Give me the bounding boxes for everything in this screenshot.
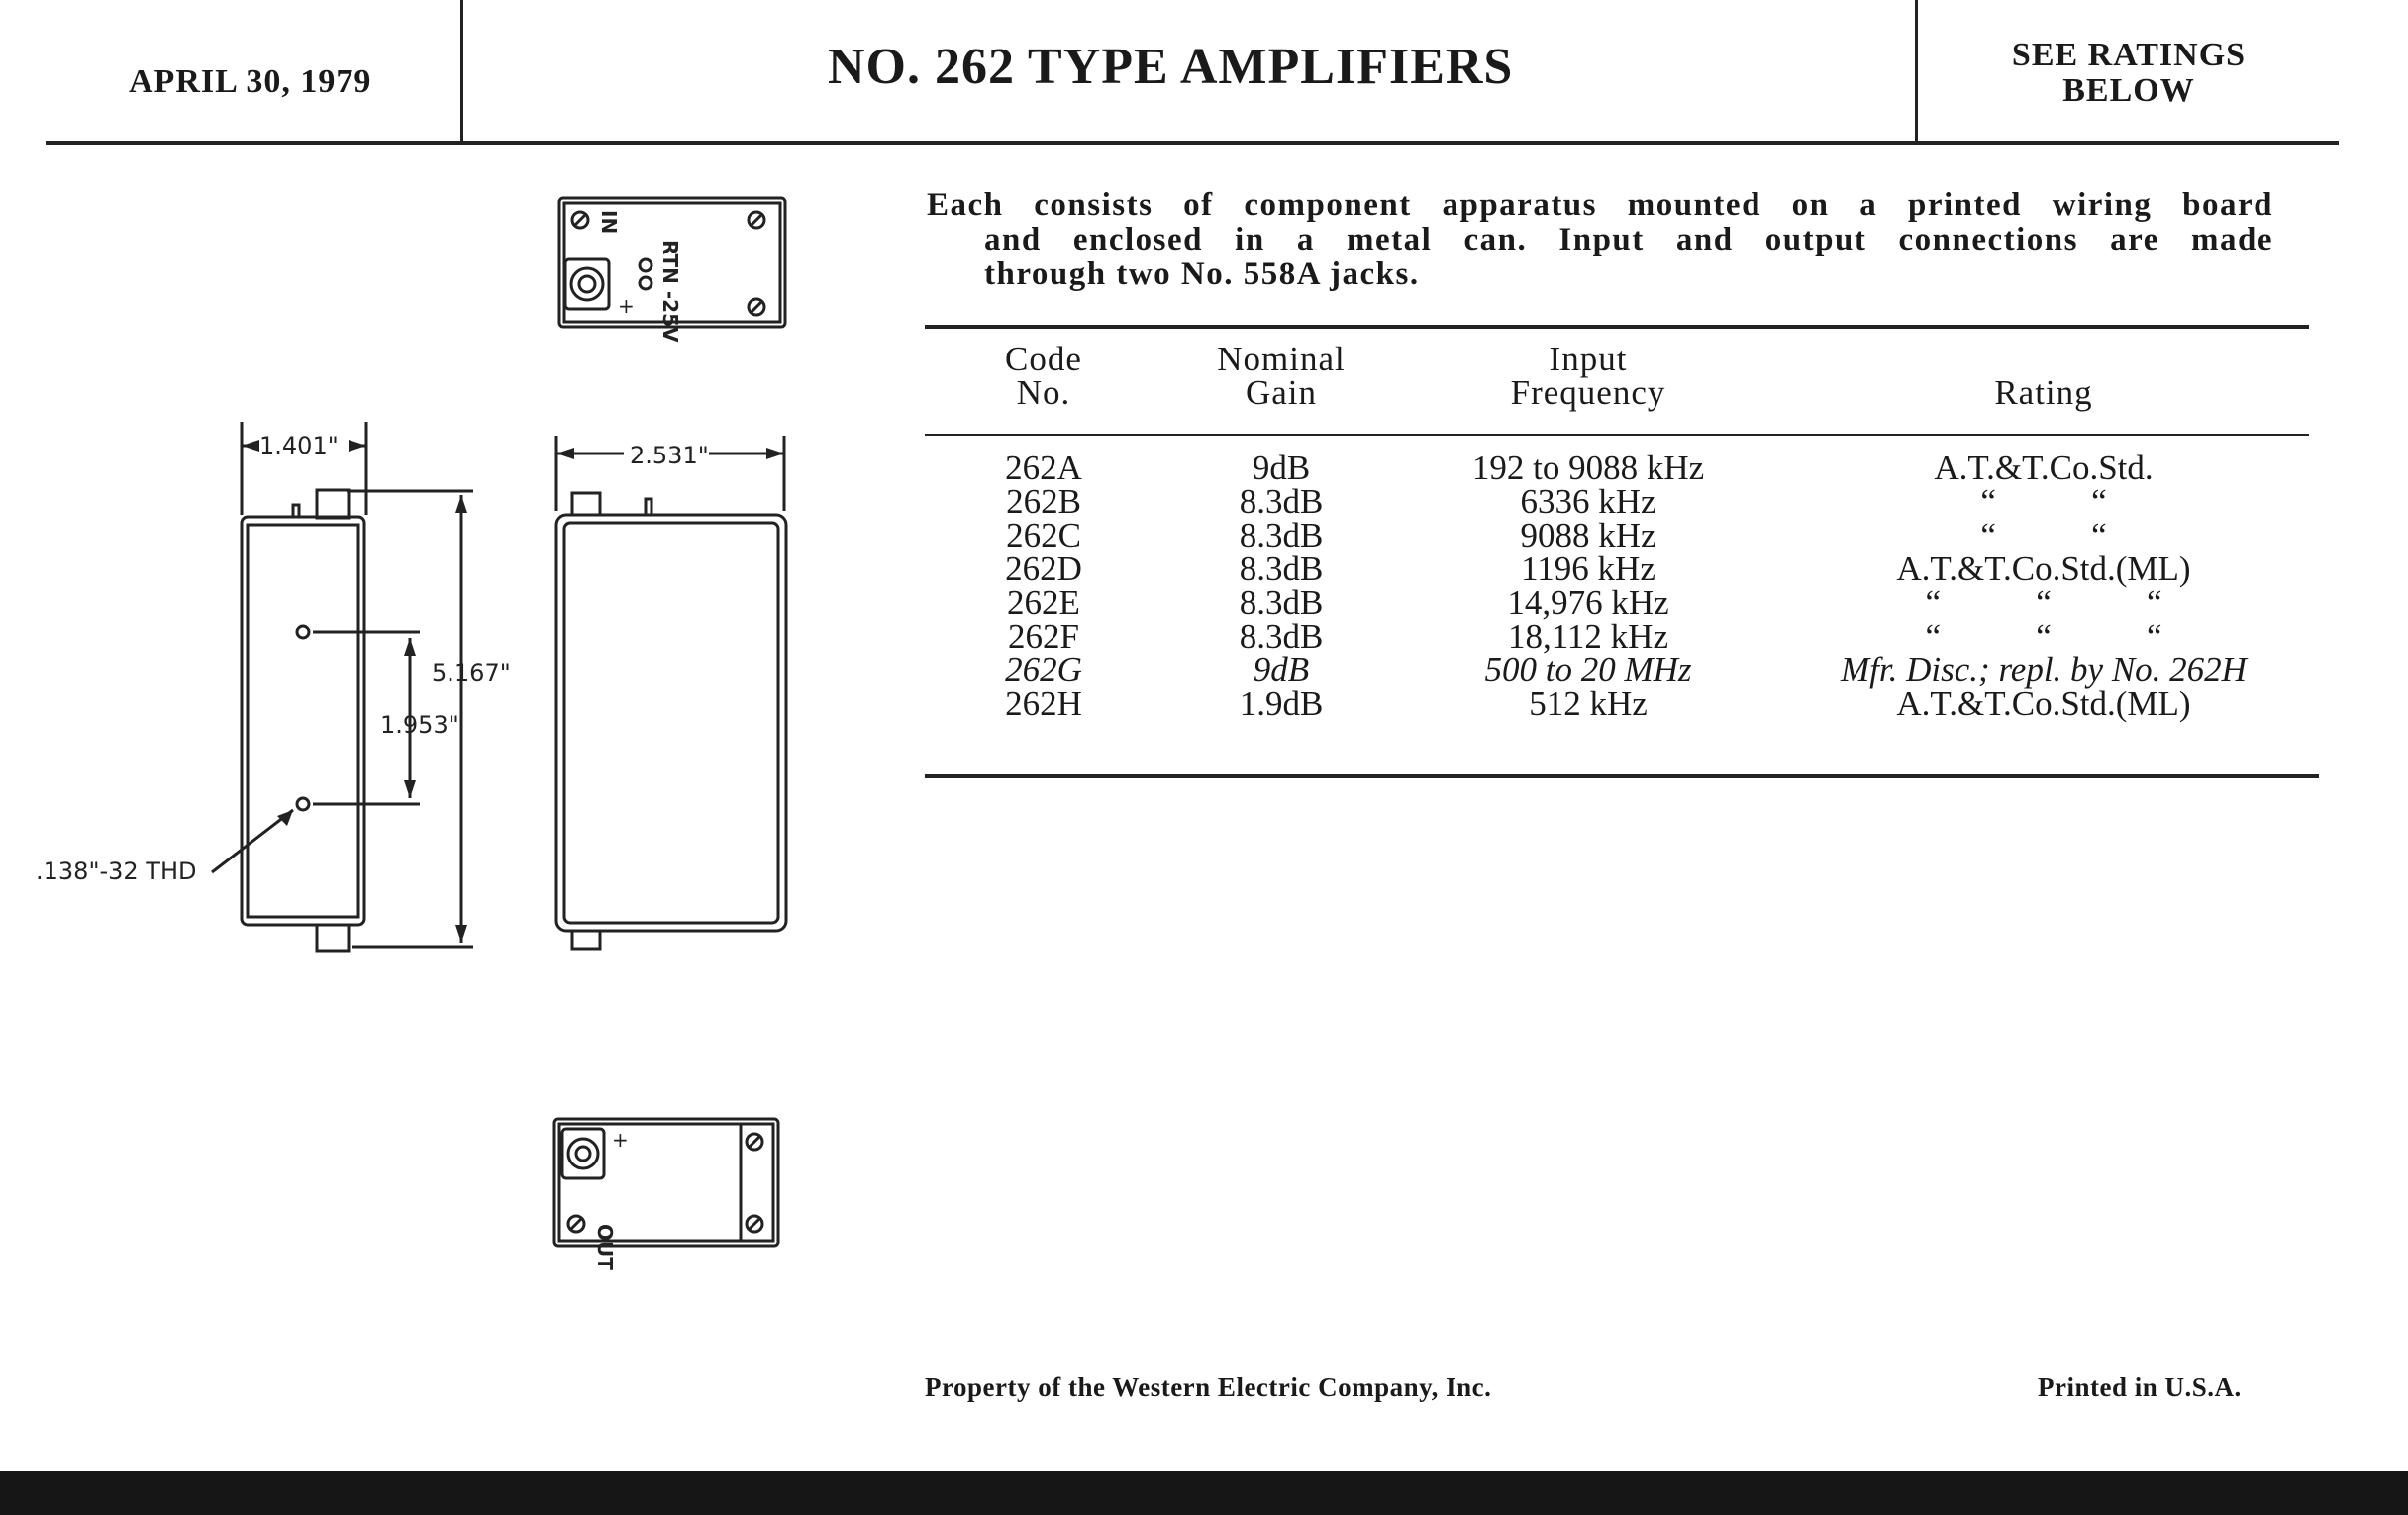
frequency-cell: 14,976 kHz xyxy=(1507,583,1669,622)
property-notice: Property of the Western Electric Company, Inc. xyxy=(925,1372,1492,1402)
length-dimension: 2.531" xyxy=(630,442,709,469)
frequency-cell: 6336 kHz xyxy=(1520,482,1656,521)
header-gain: Nominal Gain xyxy=(1217,340,1346,412)
plus-sign-top: + xyxy=(618,294,635,318)
table-header-rule xyxy=(925,434,2309,436)
code-cell: 262H xyxy=(1005,684,1082,723)
description-line-2: and enclosed in a metal can. Input and output connections are made xyxy=(984,222,2273,257)
rating-cell: “ “ xyxy=(1980,516,2107,555)
plus-sign-bottom: + xyxy=(612,1128,629,1152)
frequency-cell: 18,112 kHz xyxy=(1507,617,1668,656)
code-cell: 262B xyxy=(1006,482,1081,521)
code-cell: 262E xyxy=(1007,583,1080,622)
gain-cell: 8.3dB xyxy=(1239,617,1324,656)
frequency-cell: 192 to 9088 kHz xyxy=(1471,449,1705,487)
table-top-rule xyxy=(925,325,2309,329)
scan-edge-band xyxy=(0,1471,2408,1515)
rating-cell: “ “ “ xyxy=(1925,617,2162,656)
table-row xyxy=(925,519,2311,553)
front-view xyxy=(556,436,786,949)
code-cell: 262G xyxy=(1005,651,1082,689)
table-header-row xyxy=(925,337,2311,424)
gain-cell: 1.9dB xyxy=(1239,684,1324,723)
code-cell: 262F xyxy=(1008,617,1079,656)
table-row xyxy=(925,485,2311,519)
frequency-cell: 1196 kHz xyxy=(1521,550,1656,588)
table-bottom-rule xyxy=(925,774,2319,778)
document-date: APRIL 30, 1979 xyxy=(129,63,372,100)
table-row xyxy=(925,620,2311,654)
ratings-note-line2: BELOW xyxy=(2062,72,2195,109)
rating-cell: “ “ “ xyxy=(1925,583,2162,622)
table-row-discontinued xyxy=(925,654,2311,687)
bottom-end-view xyxy=(554,1119,778,1246)
code-cell: 262C xyxy=(1006,516,1081,555)
out-label: OUT xyxy=(593,1224,617,1270)
header-frequency: Input Frequency xyxy=(1510,340,1666,412)
code-cell: 262D xyxy=(1005,550,1082,588)
header-code: Code No. xyxy=(1005,340,1082,412)
gain-cell: 9dB xyxy=(1252,449,1311,487)
rating-cell: Mfr. Disc.; repl. by No. 262H xyxy=(1841,651,2247,689)
gain-cell: 8.3dB xyxy=(1239,583,1324,622)
code-cell: 262A xyxy=(1005,449,1082,487)
width-dimension: 1.401" xyxy=(259,432,339,459)
frequency-cell: 9088 kHz xyxy=(1520,516,1656,555)
printed-in-notice: Printed in U.S.A. xyxy=(2038,1372,2242,1402)
gain-cell: 8.3dB xyxy=(1239,482,1324,521)
thread-callout: .138"-32 THD xyxy=(36,858,197,885)
rating-cell: A.T.&T.Co.Std. xyxy=(1934,449,2154,487)
description xyxy=(927,188,2273,292)
gain-cell: 9dB xyxy=(1253,651,1310,689)
frequency-cell: 500 to 20 MHz xyxy=(1484,651,1692,689)
frequency-cell: 512 kHz xyxy=(1529,684,1648,723)
rating-cell: A.T.&T.Co.Std.(ML) xyxy=(1896,550,2191,588)
in-label: IN xyxy=(597,210,621,235)
table-row xyxy=(925,586,2311,620)
gain-cell: 8.3dB xyxy=(1239,516,1324,555)
ratings-note-line1: SEE RATINGS xyxy=(2011,37,2247,73)
ratings-table xyxy=(925,337,2311,751)
header-rating: Rating xyxy=(1994,373,2093,412)
table-row xyxy=(925,687,2311,751)
rtn-label: RTN -25V xyxy=(658,240,682,343)
rating-cell: A.T.&T.Co.Std.(ML) xyxy=(1896,684,2191,723)
height-dimension: 5.167" xyxy=(432,659,511,687)
table-row xyxy=(925,553,2311,586)
description-line-1: Each consists of component apparatus mounted on a printed wiring board xyxy=(927,187,2273,223)
gain-cell: 8.3dB xyxy=(1239,550,1324,588)
rating-cell: “ “ xyxy=(1980,482,2107,521)
hole-spacing-dimension: 1.953" xyxy=(380,711,459,739)
description-line-3: through two No. 558A jacks. xyxy=(984,256,1420,292)
document-title: NO. 262 TYPE AMPLIFIERS xyxy=(828,39,1514,95)
